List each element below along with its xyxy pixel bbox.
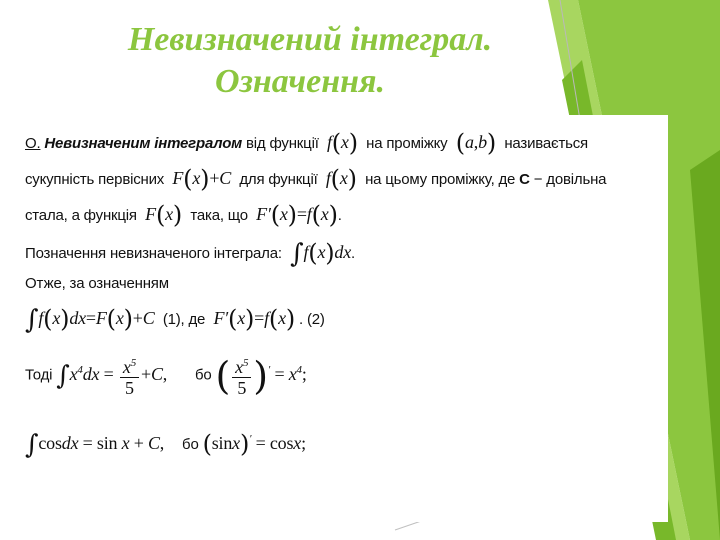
text-fragment: від функції (246, 135, 319, 152)
formula-big-f-of-x: F(x) (140, 201, 183, 229)
formula-tag-1: (1), де (162, 311, 206, 328)
example-line-2 (25, 430, 306, 460)
formula-antiderivative-family: F(x)+C (168, 165, 236, 193)
text-fragment: для функції (239, 171, 318, 188)
therefore-line (25, 275, 169, 292)
definition-line-1 (25, 129, 588, 157)
notation-line: Позначення невизначеного інтеграла: ∫f(x)dx. (25, 239, 355, 269)
text-fragment: стала, а функція (25, 207, 137, 224)
because-text: бо (195, 366, 212, 384)
formula-derivative-condition: F′(x)=f(x) (251, 201, 338, 229)
formula-cos-integral: ∫cosdx = sin x + C, (25, 430, 165, 460)
because-text: бо (182, 436, 199, 453)
formula-power-check: ( $\frac{x^5}{5}$ )$' = x^4$; (215, 353, 307, 398)
slide-title: Невизначений інтеграл. (127, 21, 493, 58)
text-fragment: на проміжку (366, 135, 448, 152)
text-fragment: така, що (190, 207, 248, 224)
formula-integral-definition: ∫f(x)dx=F(x)+C (25, 305, 159, 335)
formula-line (25, 305, 325, 335)
slide-subtitle: Означення. (215, 63, 385, 100)
content-area (15, 115, 668, 522)
text-fragment: на цьому проміжку, де (365, 171, 516, 188)
formula-derivative-definition: F′(x)=f(x) (209, 305, 296, 333)
text-fragment: − довільна (533, 171, 607, 188)
constant-letter: C (519, 171, 530, 188)
formula-power-integral: $\int x^4dx$ = $\frac{x^5}{5}$ +C, (56, 364, 167, 384)
definition-label: О. (25, 135, 41, 152)
text-fragment: сукупність первісних (25, 171, 165, 188)
formula-tag-2: . (2) (299, 311, 325, 328)
formula-sin-derivative: (sinx)′ = cosx; (202, 430, 306, 458)
formula-interval: (a,b) (455, 129, 497, 157)
text-fragment: називається (504, 135, 588, 152)
definition-line-3: стала, а функція F(x) така, що F′(x)=f(x). (25, 201, 342, 229)
notation-text: Позначення невизначеного інтеграла: (25, 245, 282, 262)
formula-f-of-x: f(x) (321, 165, 357, 193)
definition-line-2 (25, 165, 606, 193)
example-line-1 (25, 353, 307, 398)
formula-f-of-x: f(x) (322, 129, 358, 157)
example-prefix: Тоді (25, 366, 53, 384)
therefore-text: Отже, за означенням (25, 275, 169, 292)
formula-integral-notation: ∫f(x)dx (290, 239, 351, 269)
definition-term: Невизначеним інтегралом (44, 135, 243, 152)
